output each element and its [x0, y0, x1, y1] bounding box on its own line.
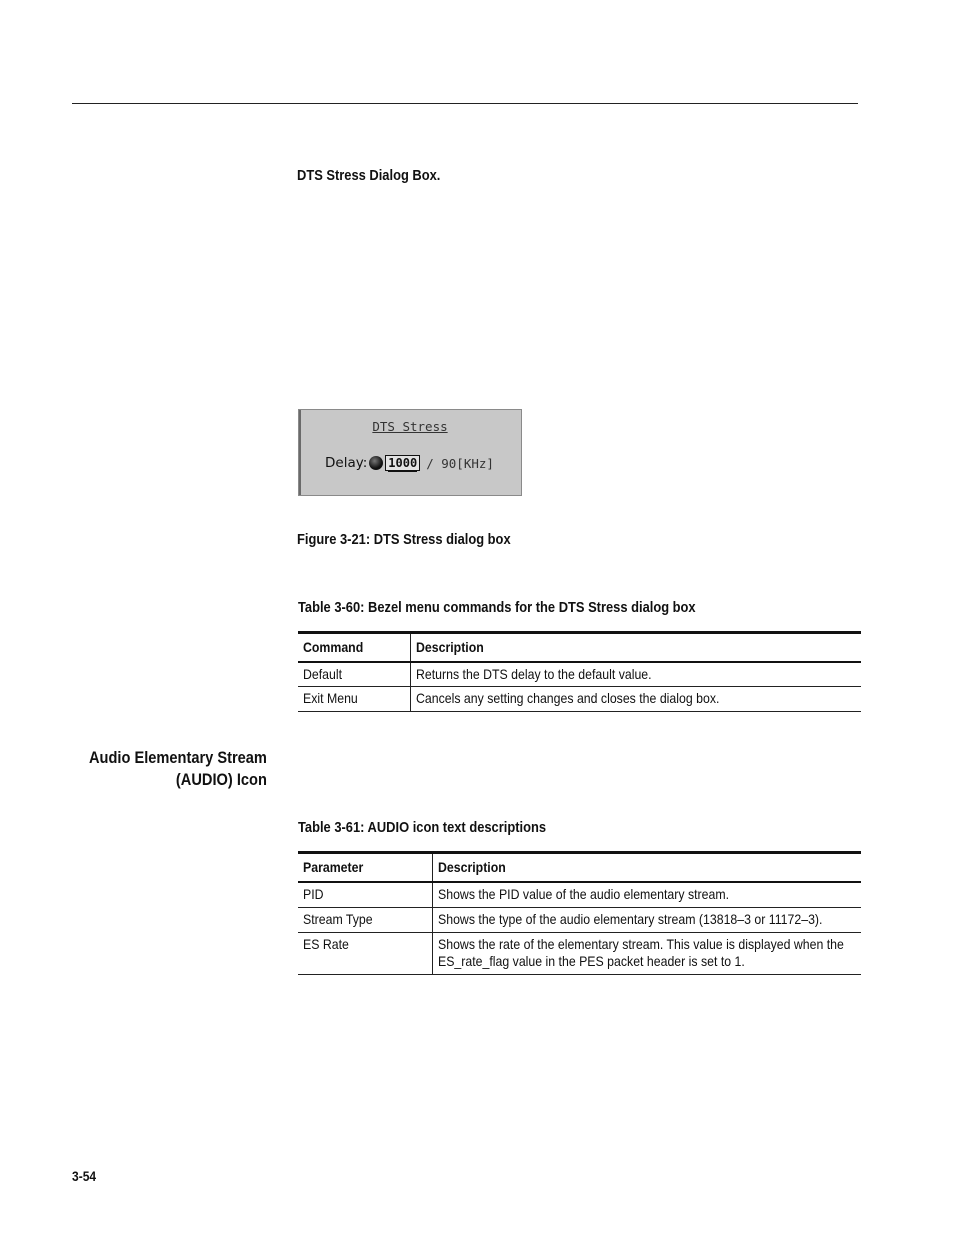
dts-stress-dialog-screenshot: [298, 409, 522, 496]
figure-caption: Figure 3-21: DTS Stress dialog box: [297, 531, 511, 548]
table-cell: Shows the rate of the elementary stream. This value is displayed when the ES_rate_flag value in the PES packet header is set to 1.: [432, 933, 861, 975]
table-row: [298, 662, 861, 687]
delay-field: 1000: [385, 455, 420, 471]
page-number: 3-54: [72, 1168, 97, 1184]
table-cell: PID: [298, 882, 432, 908]
table-cell: Default: [298, 662, 410, 687]
column-header: Description: [410, 633, 861, 662]
table-row: [298, 933, 861, 975]
column-header: Description: [432, 853, 861, 882]
delay-row: [325, 454, 494, 472]
table-cell: ES Rate: [298, 933, 432, 975]
section-heading: Audio Elementary Stream (AUDIO) Icon: [89, 748, 267, 789]
table-60: [298, 631, 861, 712]
knob-icon: [369, 456, 383, 470]
dialog-title: DTS Stress: [372, 419, 448, 434]
delay-label: Delay:: [325, 455, 368, 471]
table-60-title: Table 3-60: Bezel menu commands for the DTS Stress dialog box: [298, 599, 696, 616]
delay-unit: / 90[KHz]: [426, 455, 494, 471]
table-cell: Exit Menu: [298, 687, 410, 712]
table-row: [298, 882, 861, 908]
table-row: [298, 908, 861, 933]
column-header: Parameter: [298, 853, 432, 882]
section-subheading: DTS Stress Dialog Box.: [297, 167, 441, 184]
table-cell: Returns the DTS delay to the default value.: [410, 662, 861, 687]
table-61: [298, 851, 861, 975]
table-cell: Cancels any setting changes and closes the dialog box.: [410, 687, 861, 712]
table-cell: Shows the type of the audio elementary stream (13818–3 or 11172–3).: [432, 908, 861, 933]
table-header-row: [298, 853, 861, 882]
table-header-row: [298, 633, 861, 662]
column-header: Command: [298, 633, 410, 662]
header-rule: [72, 103, 858, 104]
table-cell: Shows the PID value of the audio elementary stream.: [432, 882, 861, 908]
table-61-title: Table 3-61: AUDIO icon text descriptions: [298, 819, 547, 836]
table-row: [298, 687, 861, 712]
table-cell: Stream Type: [298, 908, 432, 933]
